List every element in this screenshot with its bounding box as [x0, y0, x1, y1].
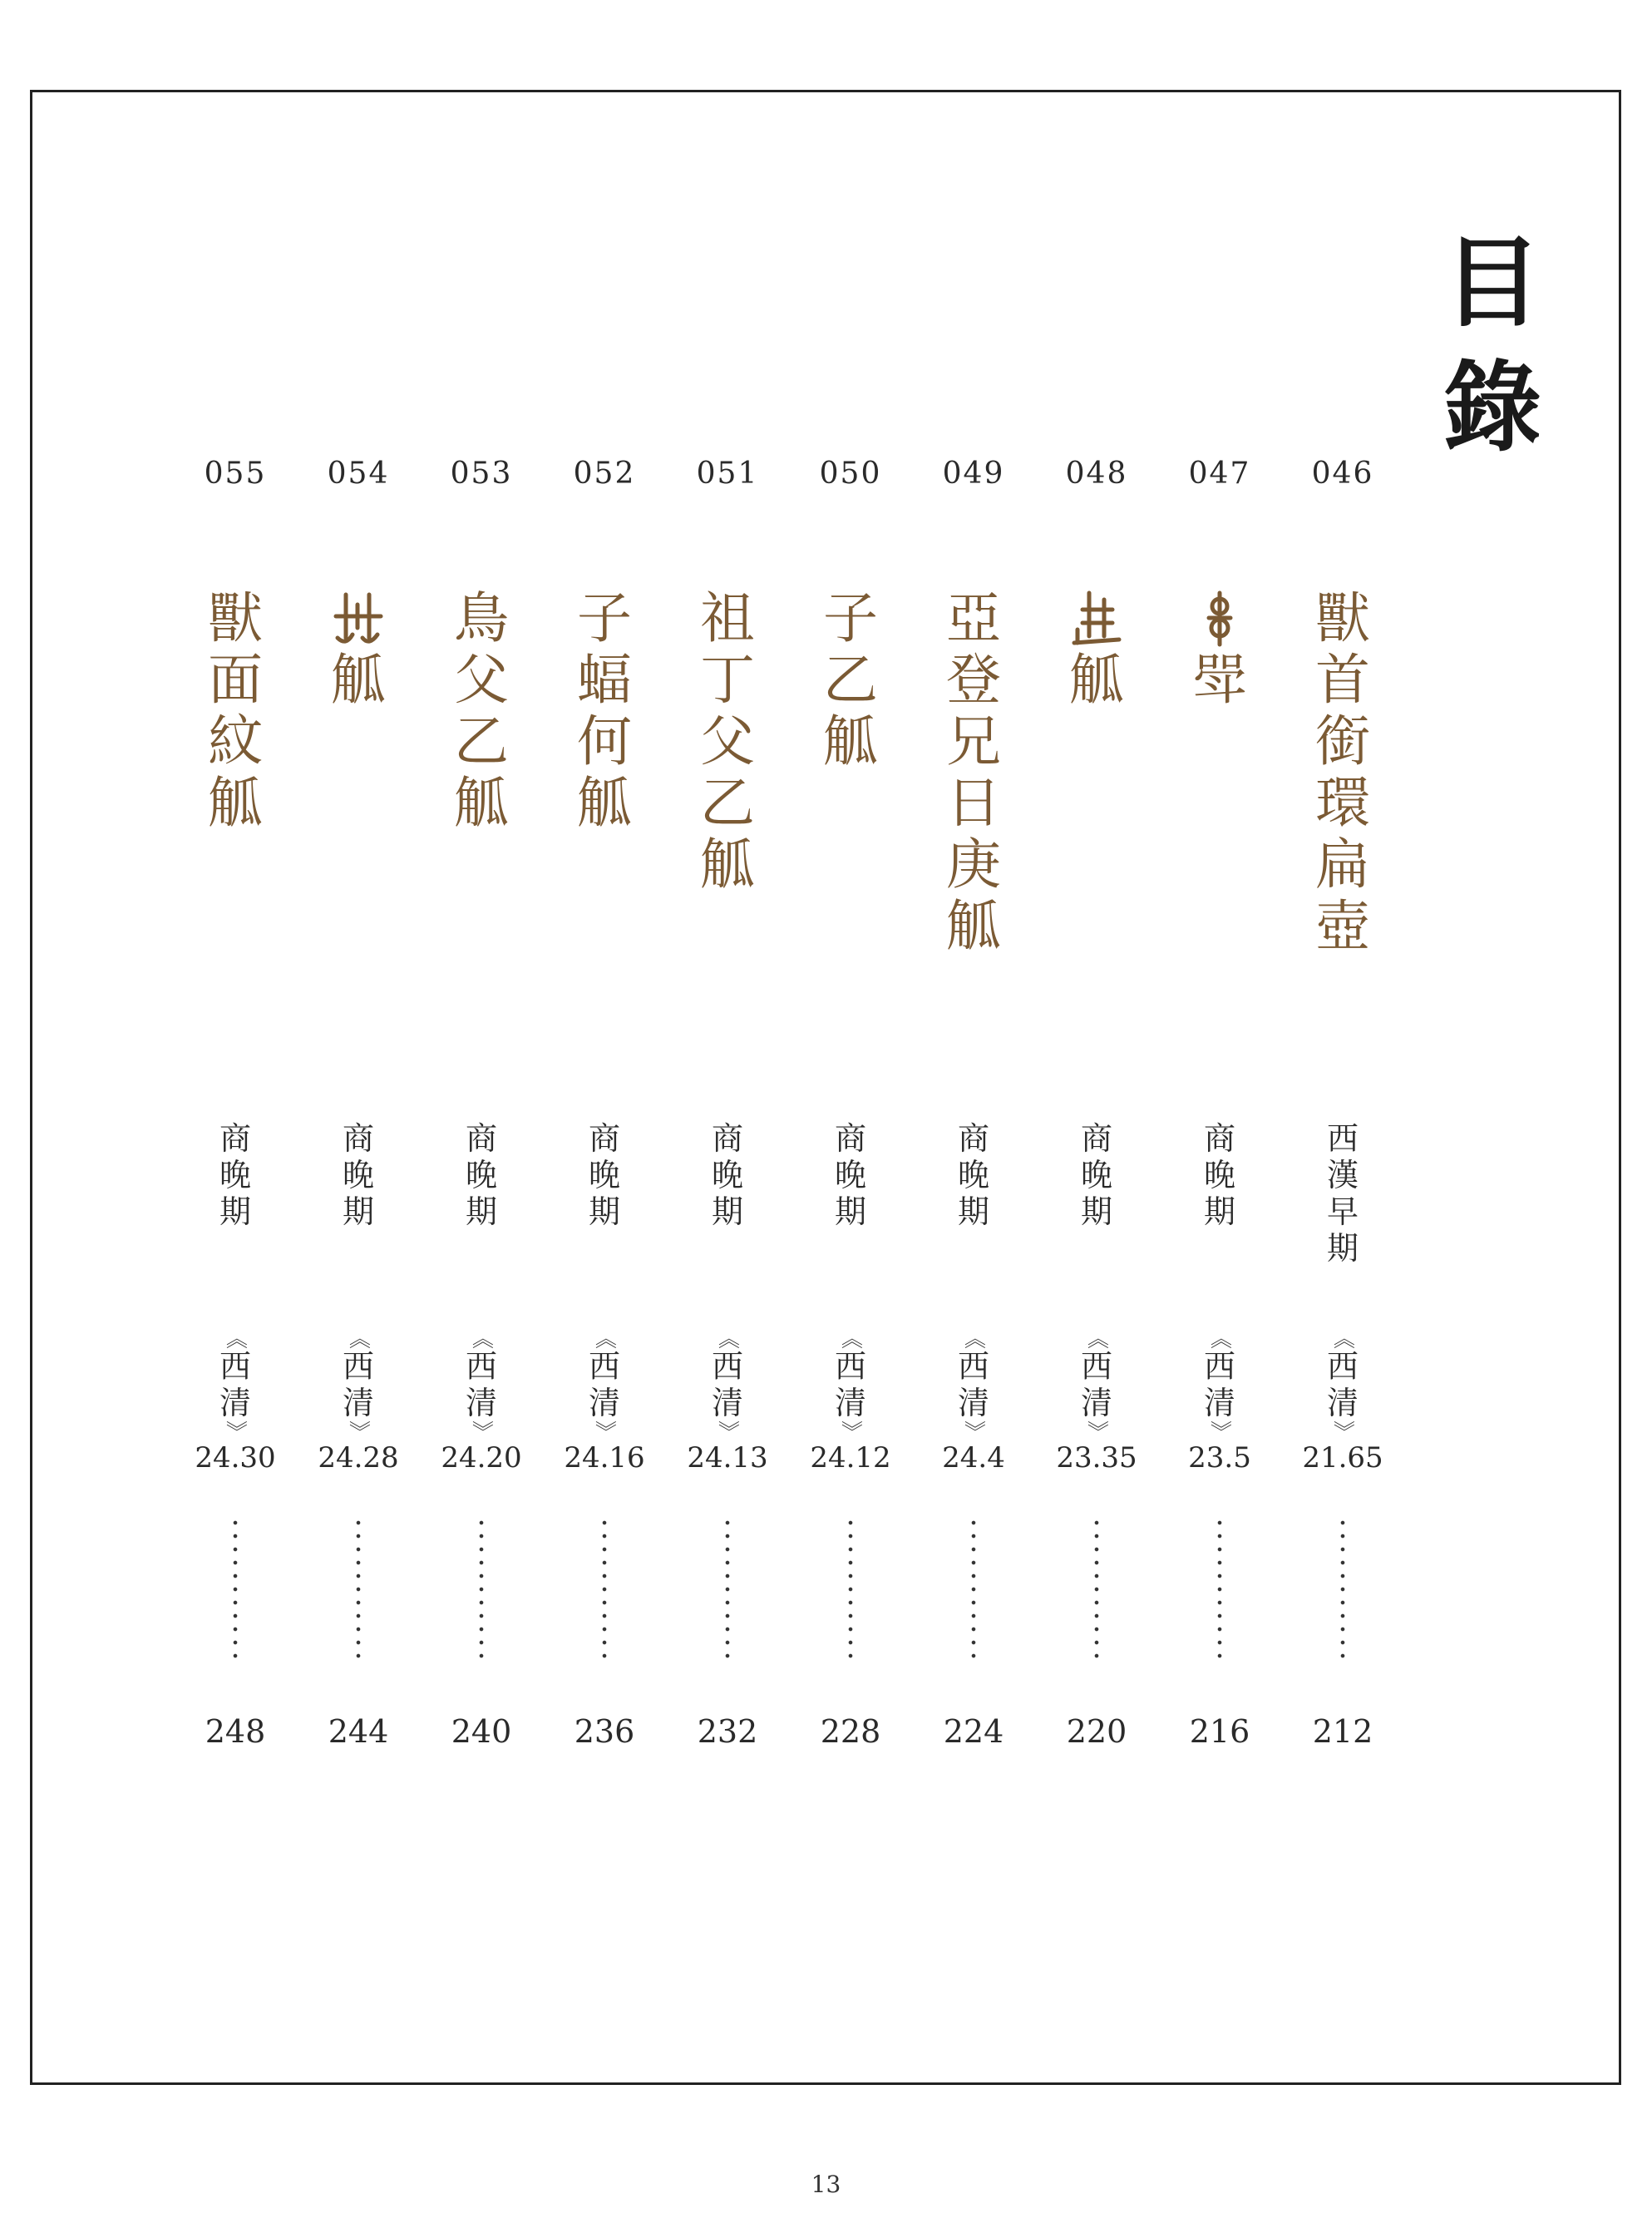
entry-page-number[interactable]: 212 — [1312, 1713, 1373, 1750]
entry-period-char: 商 — [465, 1120, 497, 1157]
entry-period-char: 期 — [1203, 1193, 1235, 1230]
entry-title-char: 獸 — [208, 586, 263, 650]
source-open-bracket: 《 — [468, 1326, 494, 1350]
entry-source — [588, 1326, 620, 1443]
entry-source — [834, 1326, 866, 1443]
page-number: 13 — [811, 2171, 841, 2198]
toc-entry[interactable] — [792, 453, 909, 1752]
entry-source — [1080, 1326, 1112, 1443]
entry-title-char: 父 — [454, 648, 509, 712]
entry-source-char: 西 — [588, 1348, 620, 1385]
entry-period-char: 期 — [834, 1193, 866, 1230]
entry-number: 053 — [450, 457, 513, 491]
entry-source — [1326, 1326, 1359, 1443]
entry-title-char: 首 — [1315, 648, 1370, 712]
entry-source-char: 清 — [465, 1385, 497, 1421]
entry-title-char: 觚 — [454, 771, 509, 835]
entry-reference: 23.5 — [1188, 1441, 1251, 1475]
toc-entry[interactable] — [669, 453, 786, 1752]
entry-title-char: 觚 — [946, 894, 1001, 958]
entry-period — [826, 1120, 875, 1328]
toc-entry[interactable] — [1038, 453, 1155, 1752]
entry-period-char: 期 — [1080, 1193, 1112, 1230]
entry-period-char: 晚 — [465, 1157, 497, 1193]
source-open-bracket: 《 — [837, 1326, 863, 1350]
entry-reference: 24.28 — [318, 1441, 399, 1475]
entry-period — [949, 1120, 999, 1328]
entry-period-char: 西 — [1326, 1120, 1359, 1157]
dotted-leader — [1094, 1516, 1099, 1666]
entry-source-char: 清 — [219, 1385, 251, 1421]
source-close-bracket: 》 — [714, 1420, 740, 1443]
entry-page-number[interactable]: 224 — [943, 1713, 1004, 1750]
entry-period-char: 商 — [957, 1120, 989, 1157]
entry-period — [579, 1120, 629, 1328]
source-open-bracket: 《 — [1329, 1326, 1355, 1350]
entry-title[interactable] — [194, 588, 277, 1120]
archaic-glyph-icon — [1068, 588, 1126, 650]
dotted-leader — [725, 1516, 730, 1666]
entry-title-char: 丁 — [700, 648, 755, 712]
archaic-glyph-icon — [329, 588, 387, 650]
toc-title-char: 錄 — [1442, 349, 1541, 465]
entry-source-char: 清 — [1080, 1385, 1112, 1421]
entry-period-char: 晚 — [1203, 1157, 1235, 1193]
entry-reference: 23.35 — [1056, 1441, 1137, 1475]
toc-entry[interactable] — [915, 453, 1032, 1752]
entry-title-char: 登 — [946, 648, 1001, 712]
entry-title-char: 觚 — [823, 709, 878, 773]
entry-source-char: 清 — [1326, 1385, 1359, 1421]
entry-period-char: 早 — [1326, 1193, 1359, 1230]
entry-title-char: 祖 — [700, 586, 755, 650]
entry-title[interactable] — [440, 588, 523, 1120]
entry-reference: 24.4 — [942, 1441, 1005, 1475]
entry-page-number[interactable]: 240 — [451, 1713, 512, 1750]
entry-number: 050 — [819, 457, 882, 491]
entry-number: 051 — [696, 457, 759, 491]
entry-title-char: 乙 — [823, 648, 878, 712]
entry-number: 052 — [573, 457, 636, 491]
entry-period-char: 期 — [588, 1193, 620, 1230]
source-open-bracket: 《 — [960, 1326, 986, 1350]
entry-title[interactable] — [317, 588, 400, 1120]
source-close-bracket: 》 — [837, 1420, 863, 1443]
entry-source-char: 西 — [342, 1348, 374, 1385]
source-close-bracket: 》 — [1329, 1420, 1355, 1443]
source-close-bracket: 》 — [960, 1420, 986, 1443]
toc-entry[interactable] — [423, 453, 540, 1752]
dotted-leader — [233, 1516, 238, 1666]
entry-title-char: 壺 — [1315, 894, 1370, 958]
entry-title-char: 乙 — [700, 771, 755, 835]
entry-period-char: 晚 — [219, 1157, 251, 1193]
entry-source — [1203, 1326, 1235, 1443]
entry-page-number[interactable]: 220 — [1066, 1713, 1127, 1750]
dotted-leader — [356, 1516, 361, 1666]
entry-period-char: 期 — [957, 1193, 989, 1230]
entry-reference: 24.16 — [564, 1441, 645, 1475]
entry-title-char: 子 — [823, 586, 878, 650]
entry-source-char: 清 — [1203, 1385, 1235, 1421]
entry-period — [210, 1120, 260, 1328]
entry-period — [1072, 1120, 1122, 1328]
entry-source — [957, 1326, 989, 1443]
entry-period-char: 漢 — [1326, 1157, 1359, 1193]
entry-period-char: 晚 — [957, 1157, 989, 1193]
entry-title-char: 鳥 — [454, 586, 509, 650]
entry-source-char: 西 — [1326, 1348, 1359, 1385]
entry-title-char: 蝠 — [577, 648, 632, 712]
entry-source-char: 西 — [465, 1348, 497, 1385]
toc-entry[interactable] — [1161, 453, 1278, 1752]
dotted-leader — [1217, 1516, 1222, 1666]
entry-period-char: 晚 — [834, 1157, 866, 1193]
entry-period — [333, 1120, 383, 1328]
entry-number: 049 — [942, 457, 1005, 491]
toc-entry[interactable] — [546, 453, 663, 1752]
source-open-bracket: 《 — [591, 1326, 617, 1350]
entry-period-char: 期 — [342, 1193, 374, 1230]
source-open-bracket: 《 — [714, 1326, 740, 1350]
entry-title-char: 庚 — [946, 832, 1001, 897]
entry-source-char: 西 — [834, 1348, 866, 1385]
entry-source — [219, 1326, 251, 1443]
source-close-bracket: 》 — [591, 1420, 617, 1443]
source-close-bracket: 》 — [468, 1420, 494, 1443]
entry-source-char: 西 — [957, 1348, 989, 1385]
entry-title-char: 斝 — [1192, 648, 1247, 712]
entry-period-char: 期 — [1326, 1230, 1359, 1267]
entry-reference: 24.20 — [441, 1441, 522, 1475]
entry-source — [465, 1326, 497, 1443]
entry-title[interactable] — [809, 588, 892, 1120]
source-close-bracket: 》 — [222, 1420, 248, 1443]
entry-title-char: 環 — [1315, 771, 1370, 835]
entry-title-char: 紋 — [208, 709, 263, 773]
entry-period — [456, 1120, 506, 1328]
entry-number: 048 — [1065, 457, 1128, 491]
entry-period-char: 期 — [711, 1193, 743, 1230]
entry-title-char: 何 — [577, 709, 632, 773]
entry-page-number[interactable]: 244 — [328, 1713, 389, 1750]
entry-source-char: 清 — [834, 1385, 866, 1421]
entry-title-char: 觚 — [1069, 648, 1124, 712]
entry-source-char: 西 — [1203, 1348, 1235, 1385]
entry-number: 054 — [327, 457, 390, 491]
entry-period-char: 商 — [342, 1120, 374, 1157]
entry-title-char: 觚 — [331, 648, 386, 712]
entry-title[interactable] — [1178, 588, 1261, 1120]
entry-period-char: 晚 — [1080, 1157, 1112, 1193]
entry-source-char: 清 — [957, 1385, 989, 1421]
dotted-leader — [848, 1516, 853, 1666]
entry-number: 055 — [204, 457, 267, 491]
entry-page-number[interactable]: 248 — [205, 1713, 266, 1750]
entry-period-char: 晚 — [711, 1157, 743, 1193]
toc-entry[interactable] — [177, 453, 293, 1752]
entry-title-char: 兄 — [946, 709, 1001, 773]
entry-period-char: 商 — [219, 1120, 251, 1157]
entry-number: 046 — [1311, 457, 1374, 491]
source-open-bracket: 《 — [222, 1326, 248, 1350]
entry-page-number[interactable]: 228 — [820, 1713, 881, 1750]
entry-title-char: 父 — [700, 709, 755, 773]
source-close-bracket: 》 — [345, 1420, 371, 1443]
entry-period-char: 晚 — [342, 1157, 374, 1193]
entry-title[interactable] — [563, 588, 646, 1120]
entry-source-char: 清 — [711, 1385, 743, 1421]
entry-period-char: 期 — [465, 1193, 497, 1230]
entry-source-char: 西 — [711, 1348, 743, 1385]
entry-period-char: 商 — [1203, 1120, 1235, 1157]
entry-period-char: 期 — [219, 1193, 251, 1230]
source-open-bracket: 《 — [345, 1326, 371, 1350]
entry-title[interactable] — [1055, 588, 1138, 1120]
entry-number: 047 — [1188, 457, 1251, 491]
entry-reference: 24.30 — [195, 1441, 276, 1475]
toc-entry[interactable] — [1285, 453, 1401, 1752]
entry-title-char: 銜 — [1315, 709, 1370, 773]
entry-period — [1195, 1120, 1245, 1328]
toc-title-char: 目 — [1442, 225, 1541, 340]
source-close-bracket: 》 — [1206, 1420, 1232, 1443]
entry-title-char: 觚 — [577, 771, 632, 835]
entry-period-char: 商 — [1080, 1120, 1112, 1157]
dotted-leader — [602, 1516, 607, 1666]
entry-reference: 24.13 — [687, 1441, 768, 1475]
dotted-leader — [479, 1516, 484, 1666]
entry-source-char: 西 — [1080, 1348, 1112, 1385]
source-open-bracket: 《 — [1083, 1326, 1109, 1350]
dotted-leader — [971, 1516, 976, 1666]
entry-title-char: 亞 — [946, 586, 1001, 650]
entry-source-char: 西 — [219, 1348, 251, 1385]
entry-title-char: 面 — [208, 648, 263, 712]
entry-period-char: 晚 — [588, 1157, 620, 1193]
entry-title-char: 獸 — [1315, 586, 1370, 650]
entry-period-char: 商 — [588, 1120, 620, 1157]
toc-entry[interactable] — [300, 453, 417, 1752]
entry-period — [1318, 1120, 1368, 1328]
source-open-bracket: 《 — [1206, 1326, 1232, 1350]
entry-source — [342, 1326, 374, 1443]
entry-page-number[interactable]: 216 — [1189, 1713, 1250, 1750]
entry-reference: 21.65 — [1302, 1441, 1383, 1475]
entry-title-char: 觚 — [208, 771, 263, 835]
entry-source — [711, 1326, 743, 1443]
entry-title-char: 觚 — [700, 832, 755, 897]
entry-source-char: 清 — [588, 1385, 620, 1421]
archaic-glyph-icon — [1191, 588, 1249, 650]
entry-period-char: 商 — [834, 1120, 866, 1157]
entry-reference: 24.12 — [810, 1441, 891, 1475]
entry-page-number[interactable]: 236 — [574, 1713, 635, 1750]
entry-title-char: 乙 — [454, 709, 509, 773]
entry-title-char: 扁 — [1315, 832, 1370, 897]
entry-source-char: 清 — [342, 1385, 374, 1421]
entry-title-char: 子 — [577, 586, 632, 650]
source-close-bracket: 》 — [1083, 1420, 1109, 1443]
entry-title-char: 日 — [946, 771, 1001, 835]
dotted-leader — [1340, 1516, 1345, 1666]
entry-title[interactable] — [932, 588, 1015, 1120]
entry-title[interactable] — [686, 588, 769, 1120]
entry-period-char: 商 — [711, 1120, 743, 1157]
entry-period — [703, 1120, 752, 1328]
entry-title[interactable] — [1301, 588, 1384, 1120]
entry-page-number[interactable]: 232 — [697, 1713, 758, 1750]
